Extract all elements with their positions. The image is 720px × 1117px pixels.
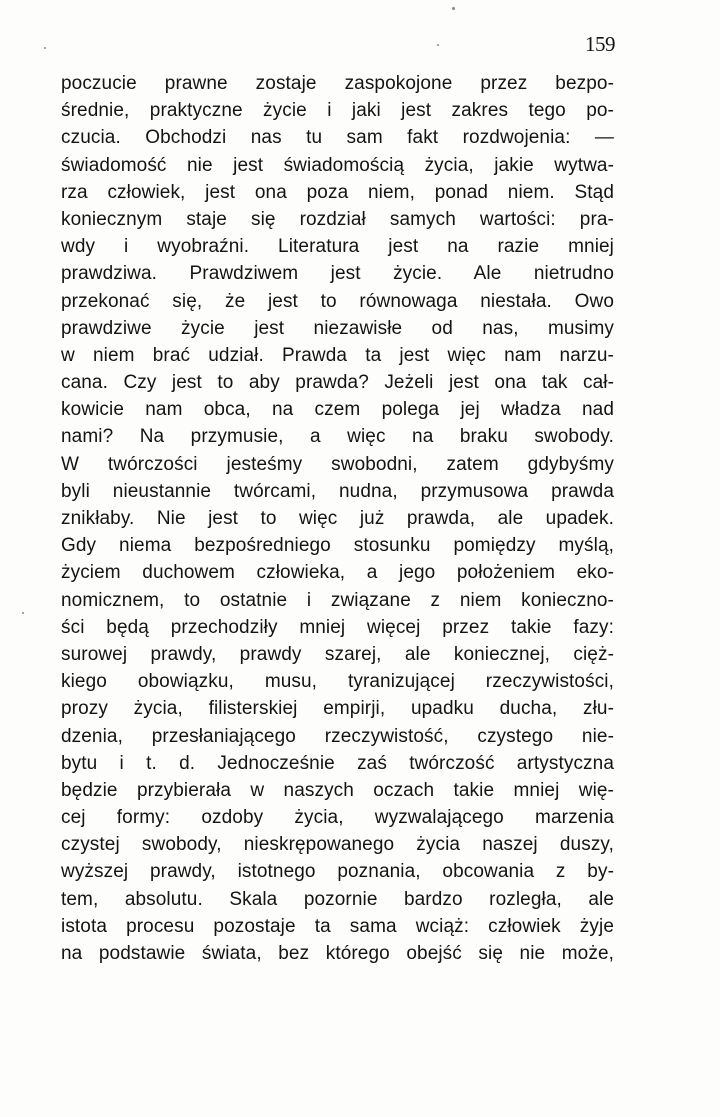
paper-speck [22,612,24,614]
text-line: poczucie prawne zostaje zaspokojone przez bezpo- [61,73,614,94]
text-line: surowej prawdy, prawdy szarej, ale koniecznej, cięż- [61,643,614,665]
text-line: przekonać się, że jest to równowaga niestała. Owo [61,290,614,312]
text-line: będzie przybierała w naszych oczach takie mniej wię- [61,779,614,801]
text-line: prozy życia, filisterskiej empirji, upadku ducha, złu- [61,698,614,720]
text-line: cej formy: ozdoby życia, wyzwalającego marzenia [61,807,614,829]
text-line: byli nieustannie twórcami, nudna, przymusowa prawda [61,480,614,502]
text-line: kowicie nam obca, na czem polega jej władza nad [61,399,614,421]
text-line: koniecznym staje się rozdział samych wartości: pra- [61,208,614,230]
text-line: wdy i wyobraźni. Literatura jest na razie mniej [61,236,614,258]
text-line: czystej swobody, nieskrępowanego życia naszej duszy, [61,834,614,856]
text-line: wyższej prawdy, istotnego poznania, obcowania z by- [61,861,614,883]
text-line: życiem duchowem człowieka, a jego położeniem eko- [61,562,614,584]
text-line: prawdziwe życie jest niezawisłe od nas, musimy [61,317,614,339]
text-line: czucia. Obchodzi nas tu sam fakt rozdwojenia: — [61,127,614,149]
text-line: nomicznem, to ostatnie i związane z niem konieczno- [61,589,614,611]
text-line: znikłaby. Nie jest to więc już prawda, ale upadek. [61,508,614,529]
body-text [61,70,614,967]
text-line: na podstawie świata, bez którego obejść się nie może, [61,943,614,964]
text-line: średnie, praktyczne życie i jaki jest zakres tego po- [61,100,614,122]
text-line: Gdy niema bezpośredniego stosunku pomiędzy myślą, [61,535,614,557]
paper-speck [452,7,455,10]
text-line: ści będą przechodziły mniej więcej przez takie fazy: [61,616,614,638]
text-line: świadomość nie jest świadomością życia, jakie wytwa- [61,154,614,176]
text-line: dzenia, przesłaniającego rzeczywistość, czystego nie- [61,725,614,747]
text-line: istota procesu pozostaje ta sama wciąż: człowiek żyje [61,915,614,937]
text-line: W twórczości jesteśmy swobodni, zatem gdybyśmy [61,453,614,475]
text-line: tem, absolutu. Skala pozornie bardzo rozległa, ale [61,888,614,910]
text-line: nami? Na przymusie, a więc na braku swobody. [61,426,614,448]
text-line: bytu i t. d. Jednocześnie zaś twórczość artystyczna [61,752,614,774]
text-line: rza człowiek, jest ona poza niem, ponad niem. Stąd [61,181,614,203]
text-line: w niem brać udział. Prawda ta jest więc nam narzu- [61,344,614,366]
text-line: kiego obowiązku, musu, tyranizującej rzeczywistości, [61,671,614,693]
text-line: prawdziwa. Prawdziwem jest życie. Ale nietrudno [61,263,614,285]
paper-speck [44,47,46,49]
text-line: cana. Czy jest to aby prawda? Jeżeli jest ona tak cał- [61,372,614,394]
paper-speck [437,44,439,46]
page-number: 159 [585,32,615,56]
